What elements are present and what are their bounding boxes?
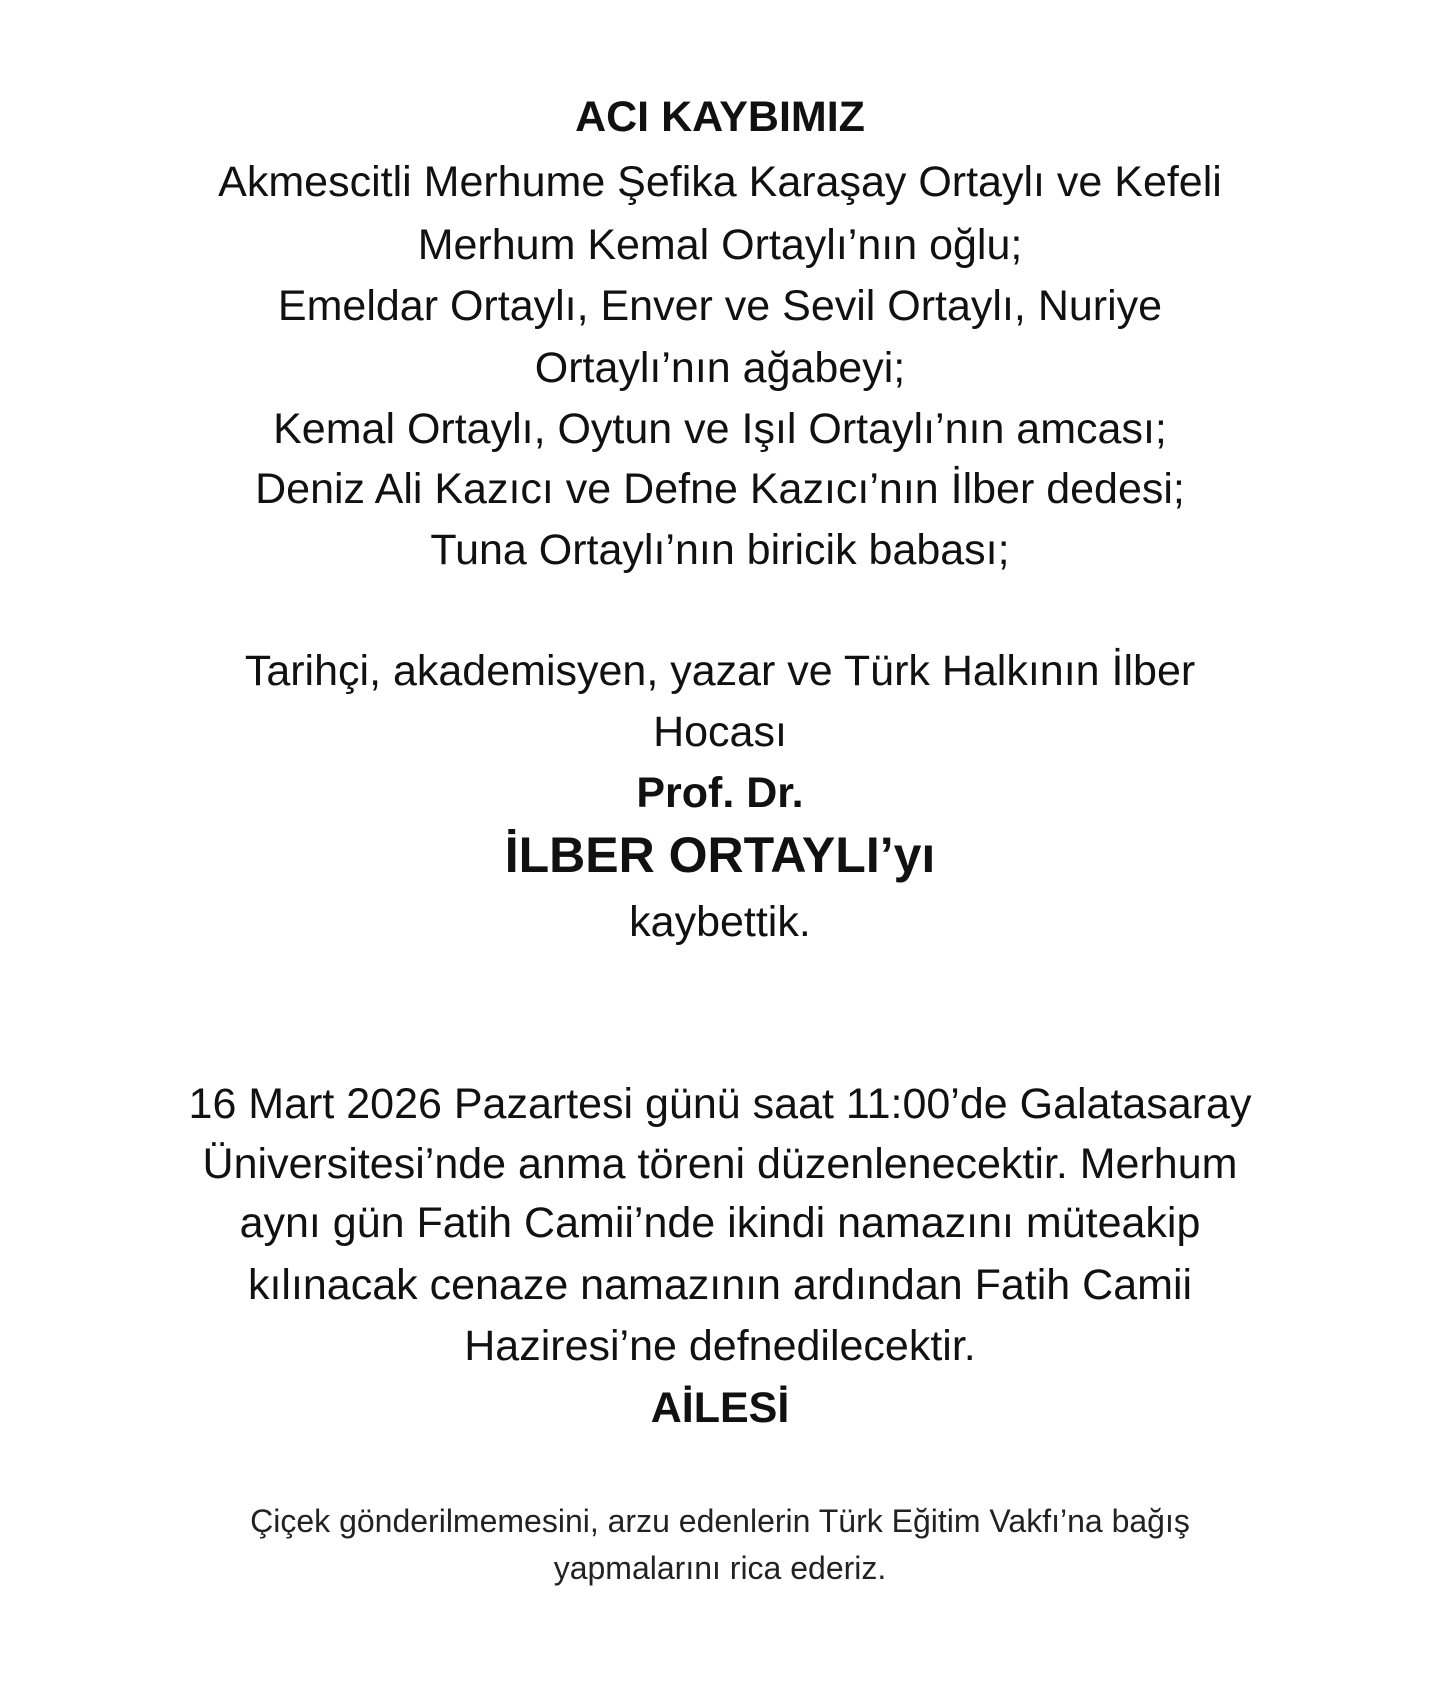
family-line: Merhum Kemal Ortaylı’nın oğlu; (417, 221, 1023, 269)
deceased-name: İLBER ORTAYLI’yı (504, 827, 936, 883)
family-line: Deniz Ali Kazıcı ve Defne Kazıcı’nın İlber dedesi; (255, 465, 1185, 513)
ceremony-line: Haziresi’ne defnedilecektir. (464, 1322, 976, 1370)
note-line: Çiçek gönderilmemesini, arzu edenlerin Türk Eğitim Vakfı’na bağış (250, 1503, 1190, 1539)
ceremony-line: Üniversitesi’nde anma töreni düzenlenecektir. Merhum (202, 1140, 1238, 1188)
family-line: Tuna Ortaylı’nın biricik babası; (430, 526, 1010, 574)
notice-title: ACI KAYBIMIZ (575, 93, 865, 141)
honorific: Prof. Dr. (636, 769, 804, 817)
family-line: Emeldar Ortaylı, Enver ve Sevil Ortaylı, Nuriye (277, 282, 1163, 330)
ceremony-line: kılınacak cenaze namazının ardından Fatih Camii (247, 1261, 1193, 1309)
family-line: Ortaylı’nın ağabeyi; (534, 344, 906, 392)
description-line: Hocası (653, 708, 787, 756)
ceremony-line: 16 Mart 2026 Pazartesi günü saat 11:00’de Galatasaray (188, 1080, 1252, 1128)
note-line: yapmalarını rica ederiz. (553, 1550, 887, 1586)
family-line: Kemal Ortaylı, Oytun ve Işıl Ortaylı’nın amcası; (273, 405, 1167, 453)
description-line: Tarihçi, akademisyen, yazar ve Türk Halkının İlber (244, 647, 1196, 695)
family-line: Akmescitli Merhume Şefika Karaşay Ortaylı ve Kefeli (218, 158, 1222, 206)
ceremony-line: aynı gün Fatih Camii’nde ikindi namazını müteakip (239, 1199, 1201, 1247)
lost-text: kaybettik. (629, 898, 811, 946)
signature: AİLESİ (650, 1384, 790, 1432)
